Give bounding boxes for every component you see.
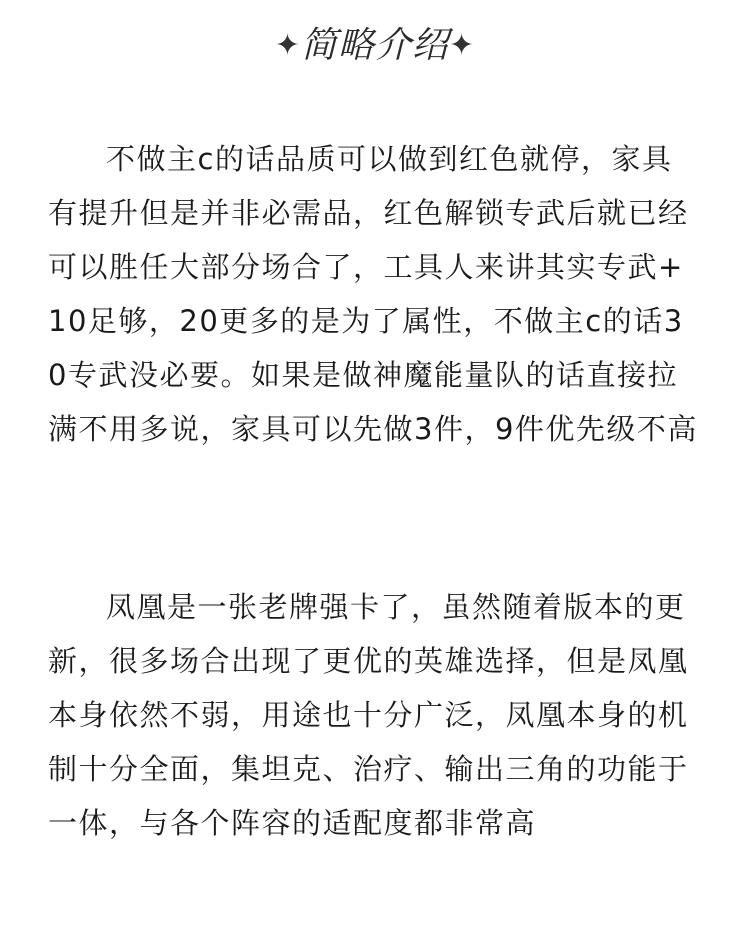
section-title-text: 简略介绍: [300, 25, 449, 66]
section-title: [0, 18, 750, 74]
paragraph-upgrade-advice: 不做主c的话品质可以做到红色就停，家具有提升但是并非必需品，红色解锁专武后就已经可以胜任大部分场合了，工具人来讲其实专武+10足够，20更多的是为了属性，不做主c的话30专武没必要。如果是做神魔能量队的话直接拉满不用多说，家具可以先做3件，9件优先级不高: [48, 142, 698, 446]
paragraph-phoenix-overview: 凤凰是一张老牌强卡了，虽然随着版本的更新，很多场合出现了更优的英雄选择，但是凤凰本身依然不弱，用途也十分广泛，凤凰本身的机制十分全面，集坦克、治疗、输出三角的功能于一体，与各个阵容的适配度都非常高: [48, 590, 689, 840]
four-point-star-icon: ✦: [449, 28, 476, 63]
four-point-star-icon: ✦: [274, 28, 301, 63]
